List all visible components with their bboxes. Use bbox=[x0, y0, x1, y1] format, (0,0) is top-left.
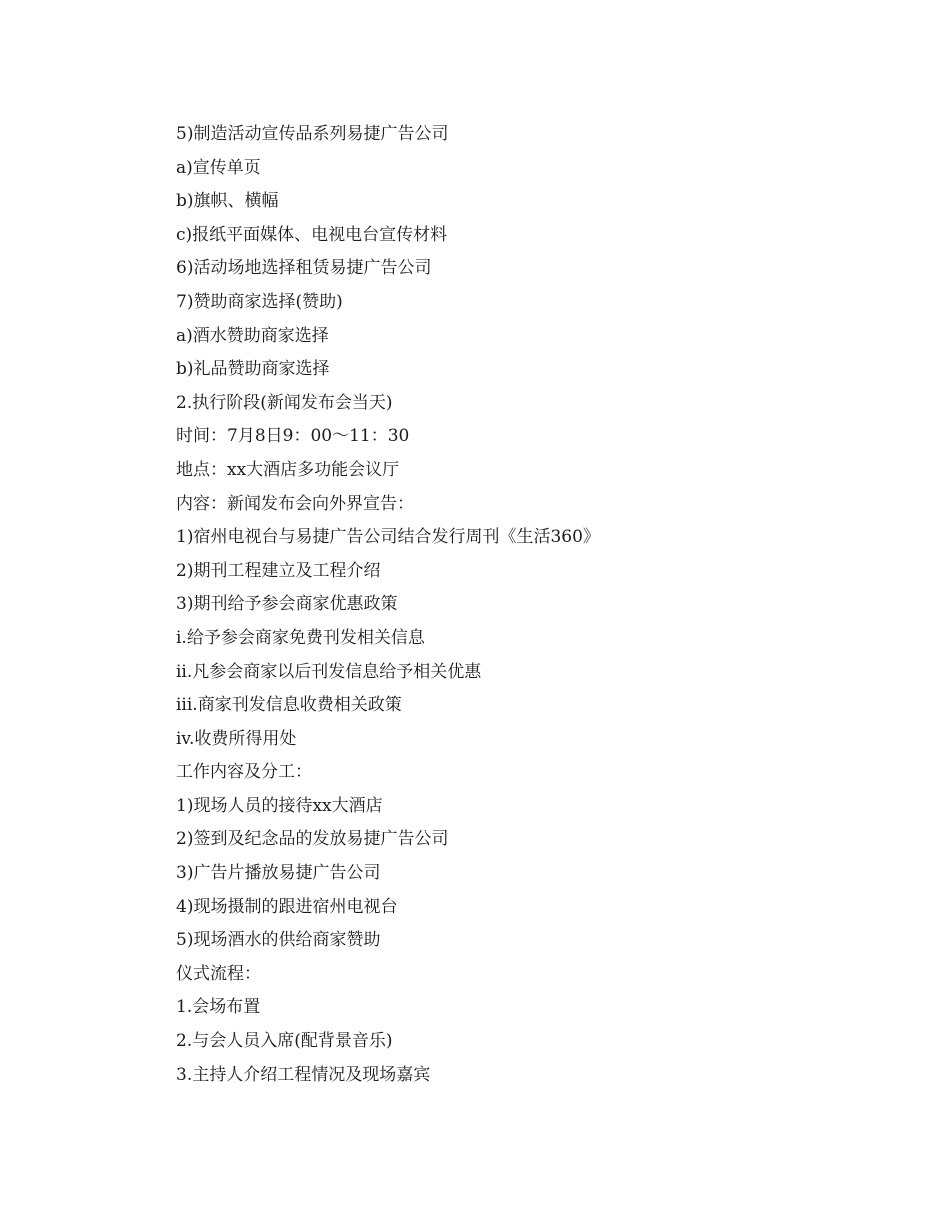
text-line: iv.收费所得用处 bbox=[176, 728, 297, 749]
location-line: 地点：xx大酒店多功能会议厅 bbox=[176, 459, 400, 480]
text-line: 5)制造活动宣传品系列易捷广告公司 bbox=[176, 124, 449, 144]
text-line: 6)活动场地选择租赁易捷广告公司 bbox=[176, 258, 432, 279]
content-line: 内容：新闻发布会向外界宣告： bbox=[176, 493, 414, 514]
text-line: iii.商家刊发信息收费相关政策 bbox=[176, 695, 402, 716]
section-heading: 仪式流程： bbox=[176, 963, 261, 984]
text-line: 4)现场摄制的跟进宿州电视台 bbox=[176, 896, 398, 917]
text-line: 3)广告片播放易捷广告公司 bbox=[176, 863, 381, 884]
time-line: 时间：7月8日9：00～11：30 bbox=[176, 426, 410, 447]
section-heading: 2.执行阶段(新闻发布会当天) bbox=[176, 392, 393, 413]
text-line: 2)签到及纪念品的发放易捷广告公司 bbox=[176, 829, 449, 850]
text-line: b)礼品赞助商家选择 bbox=[176, 359, 330, 380]
text-line: 1)宿州电视台与易捷广告公司结合发行周刊《生活360》 bbox=[176, 527, 600, 548]
text-line: b)旗帜、横幅 bbox=[176, 191, 279, 212]
section-heading: 工作内容及分工： bbox=[176, 762, 312, 783]
text-line: i.给予参会商家免费刊发相关信息 bbox=[176, 627, 425, 648]
text-line: a)宣传单页 bbox=[176, 157, 261, 178]
text-line: 5)现场酒水的供给商家赞助 bbox=[176, 930, 381, 951]
text-line: 3.主持人介绍工程情况及现场嘉宾 bbox=[176, 1064, 431, 1085]
text-line: 2)期刊工程建立及工程介绍 bbox=[176, 560, 381, 581]
text-line: a)酒水赞助商家选择 bbox=[176, 325, 329, 346]
text-line: 1)现场人员的接待xx大酒店 bbox=[176, 795, 383, 816]
text-line: 3)期刊给予参会商家优惠政策 bbox=[176, 594, 398, 615]
text-line: 2.与会人员入席(配背景音乐) bbox=[176, 1031, 393, 1052]
text-line: 7)赞助商家选择(赞助) bbox=[176, 291, 343, 312]
text-line: c)报纸平面媒体、电视电台宣传材料 bbox=[176, 224, 448, 245]
text-line: 1.会场布置 bbox=[176, 997, 261, 1018]
document-body bbox=[176, 118, 876, 1092]
text-line: ii.凡参会商家以后刊发信息给予相关优惠 bbox=[176, 661, 482, 682]
